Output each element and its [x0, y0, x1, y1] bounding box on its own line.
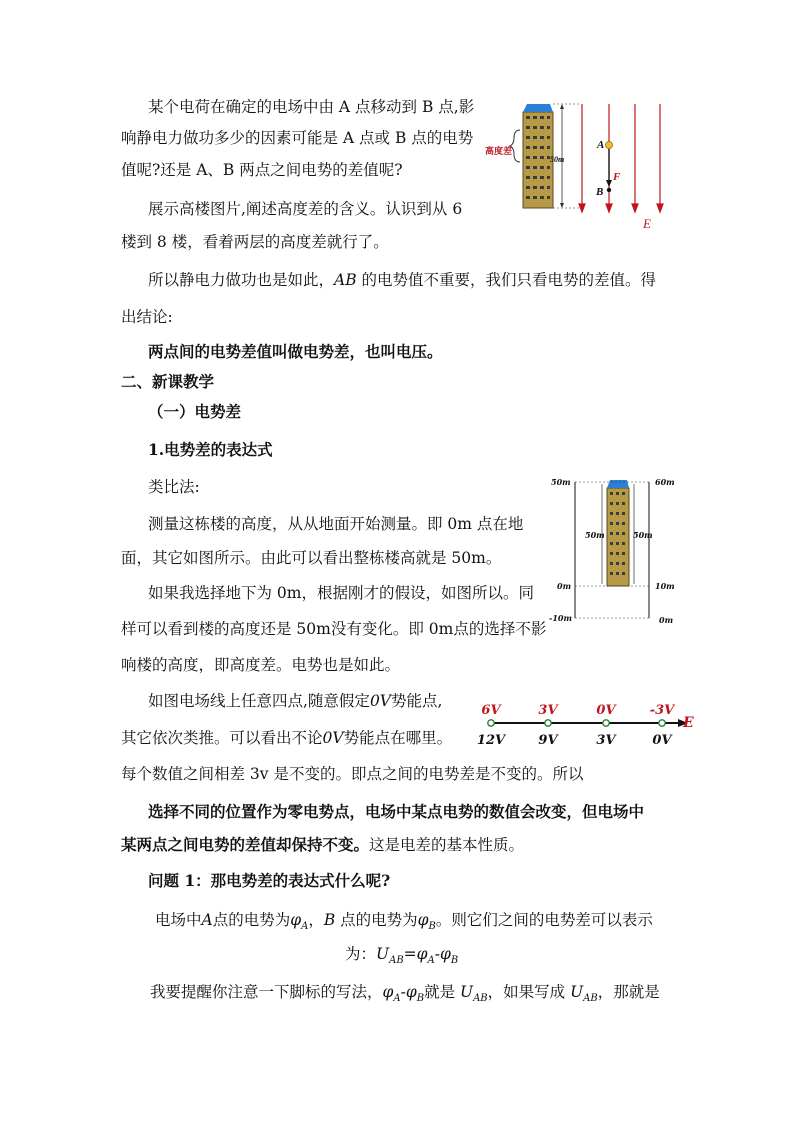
point-b-dot: [607, 188, 611, 192]
top-potential-label: -3V: [649, 703, 675, 718]
height-diff-label: 高度差: [485, 146, 513, 156]
top-potential-label: 3V: [538, 703, 558, 718]
dimension-label: 50m: [550, 155, 565, 164]
point-a-dot: [606, 142, 613, 149]
dim-arrow-up: [560, 104, 564, 109]
field-label: E: [643, 216, 651, 231]
formula-line: 为：$U_{AB}=\varphi_A-\varphi_B$: [345, 945, 459, 967]
para4-line2: 面，其它如图所示。由此可以看出整栋楼高就是 50m。: [121, 549, 502, 567]
para3-line1: 所以静电力做功也是如此，AB 的电势值不重要，我们只看电势的差值。得: [148, 271, 657, 289]
para3-line2: 出结论:: [121, 308, 173, 326]
force-arrowhead: [606, 180, 612, 187]
right-top-label: 60m: [655, 477, 675, 487]
figure-1-svg: [480, 100, 680, 235]
potential-point: [603, 720, 609, 726]
bold-statement-line2: 某两点之间电势的差值却保持不变。这是电差的基本性质。: [121, 835, 525, 854]
analogy-label: 类比法:: [148, 478, 200, 496]
figure-building-heights: [545, 470, 680, 630]
bold-statement-line1: 选择不同的位置作为零电势点，电场中某点电势的数值会改变，但电场中: [148, 802, 645, 821]
para1-line3: 值呢?还是 A、B 两点之间电势的差值呢?: [121, 161, 403, 179]
bottom-potential-label: 0V: [652, 733, 672, 748]
para6-line3: 每个数值之间相差 3v 是不变的。即点之间的电势差是不变的。所以: [121, 765, 584, 783]
right-bottom-label: 0m: [659, 615, 674, 625]
para5-line1: 如果我选择地下为 0m，根据刚才的假设，如图所以。同: [148, 584, 534, 602]
top-potential-label: 6V: [481, 703, 501, 718]
left-mid-label: 50m: [585, 530, 605, 540]
potential-marks: [477, 703, 676, 748]
conclusion: 两点间的电势差值叫做电势差，也叫电压。: [148, 342, 443, 361]
right-mid-label: 50m: [633, 530, 653, 540]
figure-building-field: [480, 100, 680, 235]
subsubsection-heading: 1.电势差的表达式: [148, 440, 273, 459]
building-roof: [607, 480, 629, 488]
field-lines: [579, 104, 663, 212]
para2-line2: 楼到 8 楼，看着两层的高度差就行了。: [121, 233, 389, 251]
bottom-potential-label: 9V: [538, 733, 558, 748]
left-zero-label: 0m: [557, 581, 572, 591]
para5-line2: 样可以看到楼的高度还是 50m没有变化。即 0m点的选择不影: [121, 620, 547, 638]
left-bottom-label: -10m: [549, 613, 572, 623]
para6-line1: 如图电场线上任意四点,随意假定0V势能点,: [148, 692, 443, 710]
para1-line2: 响静电力做功多少的因素可能是 A 点或 B 点的电势: [121, 129, 474, 147]
field-label: E: [683, 715, 694, 731]
potential-point: [488, 720, 494, 726]
force-label: F: [613, 171, 621, 183]
point-a-label: A: [597, 139, 605, 151]
para5-line3: 响楼的高度，即高度差。电势也是如此。: [121, 656, 401, 674]
building-windows: [610, 492, 625, 575]
bottom-potential-label: 12V: [476, 733, 506, 748]
subsection-heading: （一）电势差: [148, 402, 242, 421]
question-1: 问题 1：那电势差的表达式什么呢?: [148, 871, 391, 890]
figure-3-svg: [476, 698, 698, 750]
bottom-potential-label: 3V: [596, 733, 616, 748]
right-ten-label: 10m: [655, 581, 675, 591]
para6-line2: 其它依次类推。可以看出不论0V势能点在哪里。: [121, 729, 453, 747]
para1-line1: 某个电荷在确定的电场中由 A 点移动到 B 点,影: [148, 98, 475, 116]
figure-2-svg: [545, 470, 680, 630]
section-heading: 二、新课教学: [121, 372, 215, 391]
left-top-label: 50m: [551, 477, 571, 487]
para8-line1: 我要提醒你注意一下脚标的写法，$\varphi_A-\varphi_B$就是 $U_{AB}$，如果写成 $U_{AB}$，那就是: [150, 983, 660, 1005]
para4-line1: 测量这栋楼的高度，从从地面开始测量。即 0m 点在地: [148, 515, 524, 533]
potential-point: [659, 720, 665, 726]
point-b-label: B: [596, 186, 604, 198]
figure-potential-line: [476, 698, 698, 750]
para7-line1: 电场中A点的电势为$\varphi_A$，B 点的电势为$\varphi_B$。则它们之间的电势差可以表示: [155, 911, 653, 933]
top-potential-label: 0V: [596, 703, 616, 718]
para2-line1: 展示高楼图片,阐述高度差的含义。认识到从 6: [148, 200, 463, 218]
dim-arrow-down: [560, 203, 564, 208]
building-roof: [523, 104, 553, 112]
potential-point: [545, 720, 551, 726]
